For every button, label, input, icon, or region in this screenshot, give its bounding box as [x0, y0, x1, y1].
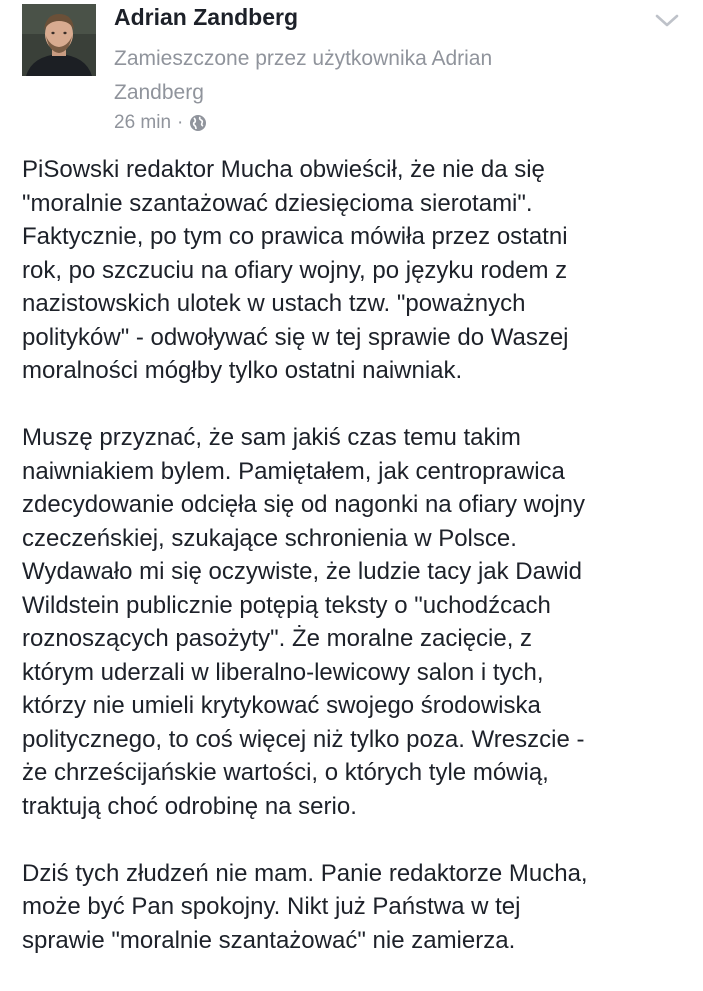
post-body — [22, 153, 694, 991]
posted-by-text: Zamieszczone przez użytkownika Adrian Zandberg — [114, 47, 493, 104]
post-time[interactable]: 26 min — [114, 112, 172, 133]
meta-separator: · — [177, 112, 184, 133]
globe-icon[interactable] — [189, 114, 207, 132]
post-paragraph: PiSowski redaktor Mucha obwieścił, że nie da się "moralnie szantażować dziesięcioma sierotami". Faktycznie, po tym co prawica mówiła przez ostatni rok, po szczuciu na ofiary wojny, po języku rodem z nazistowskich ulotek w ustach tzw. "poważnych polityków" - odwoływać się w tej sprawie do Waszej moralności mógłby tylko ostatni naiwniak. — [22, 156, 569, 384]
post-meta — [114, 112, 207, 134]
profile-photo — [22, 4, 96, 76]
chevron-down-icon[interactable] — [652, 10, 682, 32]
post-paragraph: Dziś tych złudzeń nie mam. Panie redaktorze Mucha, może być Pan spokojny. Nikt już Państwa w tej sprawie "moralnie szantażować" nie zamierza. — [22, 859, 588, 954]
post-paragraph: Muszę przyznać, że sam jakiś czas temu takim naiwniakiem bylem. Pamiętałem, jak centroprawica zdecydowanie odcięła się od nagonki na ofiary wojny czeczeńskiej, szukające schronienia w Polsce. Wydawało mi się oczywiste, że ludzie tacy jak Dawid Wildstein publicznie potępią teksty o "uchodźcach roznoszących pasożyty". Że moralne zacięcie, z którym uderzali w liberalno-lewicowy salon i tych, którzy nie umieli krytykować swojego środowiska politycznego, to coś więcej niż tylko poza. Wreszcie - że chrześcijańskie wartości, o których tyle mówią, traktują choć odrobinę na serio. — [22, 424, 586, 820]
avatar[interactable] — [22, 4, 96, 76]
author-name[interactable]: Adrian Zandberg — [114, 4, 299, 30]
